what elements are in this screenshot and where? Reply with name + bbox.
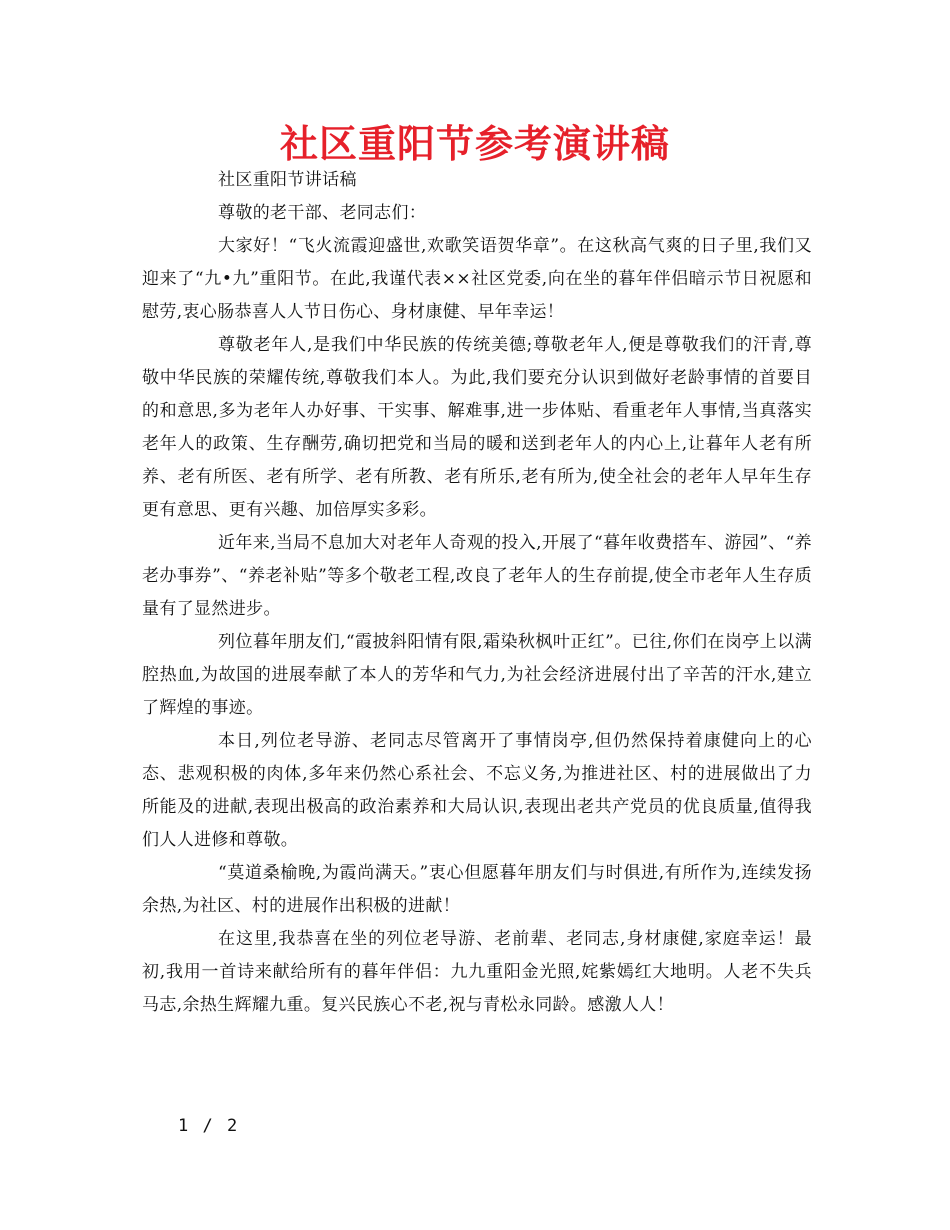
paragraph: 尊敬老年人,是我们中华民族的传统美德;尊敬老年人,便是尊敬我们的汗青,尊敬中华民族的荣耀传统,尊敬我们本人。为此,我们要充分认识到做好老龄事情的首要目的和意思,多为老年人办好事、干实事、解难事,进一步体贴、看重老年人事情,当真落实老年人的政策、生存酬劳,确切把党和当局的暖和送到老年人的内心上,让暮年人老有所养、老有所医、老有所学、老有所教、老有所乐,老有所为,使全社会的老年人早年生存更有意思、更有兴趣、加倍厚实多彩。 bbox=[142, 335, 812, 520]
paragraph: 在这里,我恭喜在坐的列位老导游、老前辈、老同志,身材康健,家庭幸运！最初,我用一首诗来献给所有的暮年伴侣：九九重阳金光照,姹紫嫣红大地明。人老不失兵马志,余热生辉耀九重。复兴民族心不老,祝与青松永同龄。感激人人！ bbox=[142, 929, 812, 1015]
paragraph: 大家好！“飞火流霞迎盛世,欢歌笑语贺华章”。在这秋高气爽的日子里,我们又迎来了“九•九”重阳节。在此,我谨代表××社区党委,向在坐的暮年伴侣暗示节日祝愿和慰劳,衷心肠恭喜人人节日伤心、身材康健、早年幸运！ bbox=[142, 236, 812, 322]
document-title: 社区重阳节参考演讲稿 bbox=[279, 122, 670, 166]
paragraph: “莫道桑榆晚,为霞尚满天。”衷心但愿暮年朋友们与时俱进,有所作为,连续发扬余热,为社区、村的进展作出积极的进献！ bbox=[142, 863, 812, 916]
salutation: 尊敬的老干部、老同志们： bbox=[218, 203, 427, 223]
document-body bbox=[142, 164, 812, 1022]
paragraph: 近年来,当局不息加大对老年人奇观的投入,开展了“暮年收费搭车、游园”、“养老办事券”、“养老补贴”等多个敬老工程,改良了老年人的生存前提,使全市老年人生存质量有了显然进步。 bbox=[142, 533, 812, 619]
paragraph: 列位暮年朋友们,“霞披斜阳情有限,霜染秋枫叶正红”。已往,你们在岗亭上以满腔热血,为故国的进展奉献了本人的芳华和气力,为社会经济进展付出了辛苦的汗水,建立了辉煌的事迹。 bbox=[142, 632, 812, 718]
page-number: 1 / 2 bbox=[178, 1116, 240, 1136]
paragraph: 本日,列位老导游、老同志尽管离开了事情岗亭,但仍然保持着康健向上的心态、悲观积极的肉体,多年来仍然心系社会、不忘义务,为推进社区、村的进展做出了力所能及的进献,表现出极高的政治素养和大局认识,表现出老共产党员的优良质量,值得我们人人进修和尊敬。 bbox=[142, 731, 812, 850]
document-subtitle: 社区重阳节讲话稿 bbox=[218, 170, 357, 190]
